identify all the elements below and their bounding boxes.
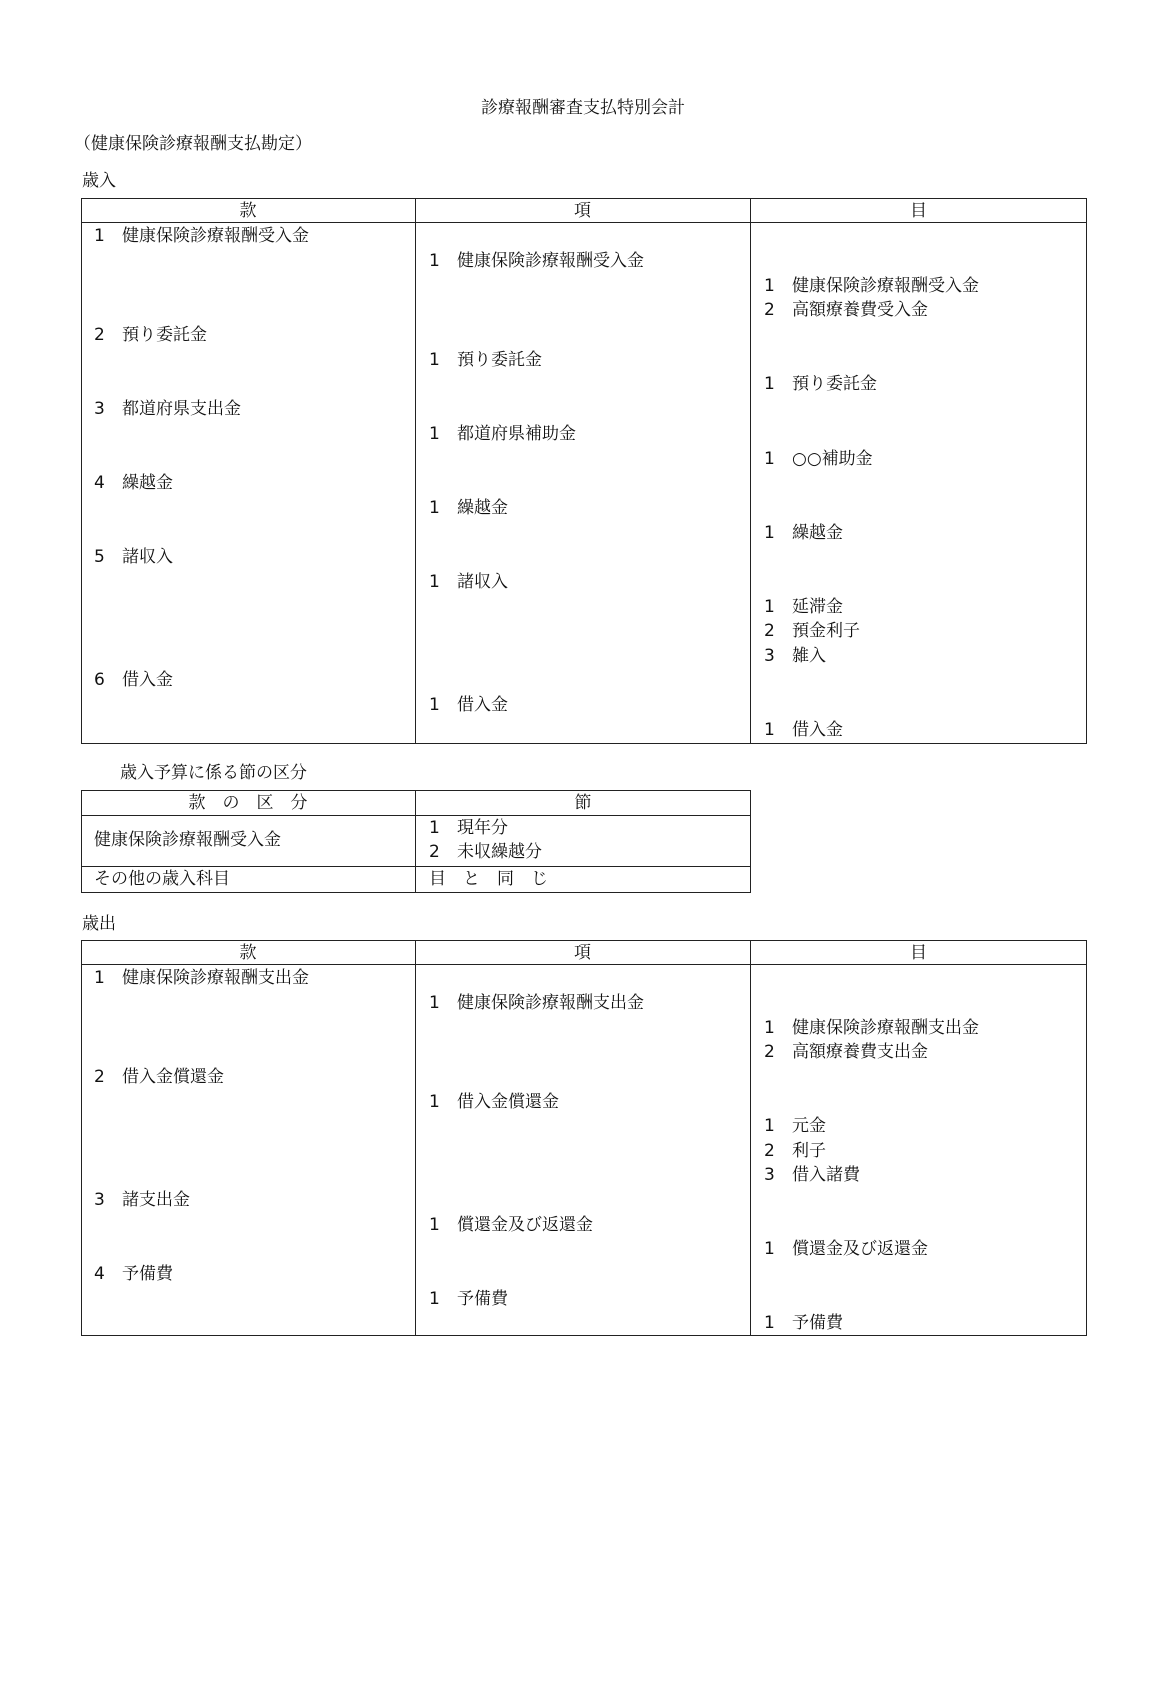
revenue-kan-item xyxy=(94,549,173,566)
setsu-row2-label: その他の歳入科目 xyxy=(94,869,230,889)
expenditure-kou-item xyxy=(429,1291,508,1308)
item-number: 1 xyxy=(764,276,775,296)
item-label: 予備費 xyxy=(457,1289,508,1309)
expenditure-moku-item xyxy=(764,1167,860,1184)
item-number: 1 xyxy=(764,1018,775,1038)
item-number: 1 xyxy=(764,374,775,394)
expenditure-header-kan: 款 xyxy=(239,943,257,963)
revenue-col-divider-1 xyxy=(415,198,416,744)
item-label: 借入金 xyxy=(792,720,843,740)
item-number: 1 xyxy=(429,1215,440,1235)
item-label: 預り委託金 xyxy=(122,325,207,345)
item-number: 2 xyxy=(94,1067,105,1087)
revenue-kan-item xyxy=(94,475,173,492)
item-label: 借入金 xyxy=(457,695,508,715)
expenditure-heading: 歳出 xyxy=(82,914,116,934)
item-number: 1 xyxy=(764,720,775,740)
item-number: 2 xyxy=(764,621,775,641)
revenue-header-kan: 款 xyxy=(239,201,257,221)
revenue-moku-item xyxy=(764,623,860,640)
item-number: 1 xyxy=(429,1092,440,1112)
item-number: 3 xyxy=(94,399,105,419)
revenue-kan-item xyxy=(94,401,241,418)
setsu-header-kubun: 款 の 区 分 xyxy=(188,793,308,813)
expenditure-col-divider-2 xyxy=(750,940,751,1336)
item-number: 1 xyxy=(429,993,440,1013)
item-label: 高額療養費受入金 xyxy=(792,300,928,320)
item-number: 3 xyxy=(94,1190,105,1210)
item-number: 1 xyxy=(94,968,105,988)
item-number: 1 xyxy=(429,818,440,838)
revenue-kan-item xyxy=(94,672,173,689)
setsu-row1-item xyxy=(429,844,542,861)
item-number: 1 xyxy=(94,226,105,246)
expenditure-moku-item xyxy=(764,1315,843,1332)
item-number: 2 xyxy=(764,1141,775,1161)
item-number: 5 xyxy=(94,547,105,567)
item-label: 預金利子 xyxy=(792,621,860,641)
item-label: 予備費 xyxy=(792,1313,843,1333)
item-number: 2 xyxy=(94,325,105,345)
document-title: 診療報酬審査支払特別会計 xyxy=(481,98,685,118)
revenue-kou-item xyxy=(429,697,508,714)
expenditure-moku-item xyxy=(764,1044,928,1061)
revenue-header-moku: 目 xyxy=(910,201,927,221)
item-label: 諸支出金 xyxy=(122,1190,190,1210)
expenditure-moku-item xyxy=(764,1118,826,1135)
revenue-kou-item xyxy=(429,352,542,369)
expenditure-kou-item xyxy=(429,1094,559,1111)
revenue-kou-item xyxy=(429,426,576,443)
setsu-heading: 歳入予算に係る節の区分 xyxy=(120,763,307,783)
item-number: 1 xyxy=(764,1116,775,1136)
item-label: 健康保険診療報酬受入金 xyxy=(122,226,309,246)
expenditure-kan-item xyxy=(94,1192,190,1209)
setsu-row2-value: 目 と 同 じ xyxy=(429,869,548,889)
expenditure-kan-item xyxy=(94,1266,173,1283)
item-label: 借入金償還金 xyxy=(122,1067,224,1087)
item-label: ○○補助金 xyxy=(792,449,873,469)
item-number: 2 xyxy=(429,842,440,862)
setsu-header-setsu: 節 xyxy=(574,793,592,813)
item-number: 1 xyxy=(429,695,440,715)
expenditure-kan-item xyxy=(94,970,309,987)
item-label: 借入金償還金 xyxy=(457,1092,559,1112)
setsu-row1-item xyxy=(429,820,508,837)
item-label: 健康保険診療報酬支出金 xyxy=(457,993,644,1013)
item-number: 3 xyxy=(764,646,775,666)
item-number: 1 xyxy=(764,449,775,469)
revenue-header-kou: 項 xyxy=(574,201,591,221)
expenditure-moku-item xyxy=(764,1020,979,1037)
revenue-moku-item xyxy=(764,722,843,739)
item-number: 1 xyxy=(764,1313,775,1333)
setsu-header-divider xyxy=(81,815,751,816)
item-label: 諸収入 xyxy=(457,572,508,592)
item-label: 借入諸費 xyxy=(792,1165,860,1185)
item-label: 健康保険診療報酬支出金 xyxy=(792,1018,979,1038)
item-label: 健康保険診療報酬受入金 xyxy=(457,251,644,271)
item-label: 健康保険診療報酬受入金 xyxy=(792,276,979,296)
expenditure-header-divider xyxy=(81,964,1087,965)
revenue-kou-item xyxy=(429,574,508,591)
expenditure-moku-item xyxy=(764,1241,928,1258)
item-number: 4 xyxy=(94,1264,105,1284)
item-number: 1 xyxy=(429,572,440,592)
expenditure-kan-item xyxy=(94,1069,224,1086)
expenditure-header-kou: 項 xyxy=(574,943,591,963)
item-label: 繰越金 xyxy=(457,498,508,518)
item-label: 預り委託金 xyxy=(457,350,542,370)
item-label: 未収繰越分 xyxy=(457,842,542,862)
item-label: 延滞金 xyxy=(792,597,843,617)
item-label: 現年分 xyxy=(457,818,508,838)
item-number: 1 xyxy=(764,1239,775,1259)
item-number: 6 xyxy=(94,670,105,690)
item-label: 繰越金 xyxy=(122,473,173,493)
item-label: 元金 xyxy=(792,1116,826,1136)
item-label: 都道府県支出金 xyxy=(122,399,241,419)
item-label: 預り委託金 xyxy=(792,374,877,394)
item-label: 雑入 xyxy=(792,646,826,666)
revenue-moku-item xyxy=(764,599,843,616)
item-label: 予備費 xyxy=(122,1264,173,1284)
revenue-moku-item xyxy=(764,451,873,468)
item-number: 1 xyxy=(764,597,775,617)
setsu-row1-label: 健康保険診療報酬受入金 xyxy=(94,830,281,850)
item-number: 4 xyxy=(94,473,105,493)
item-number: 1 xyxy=(429,424,440,444)
expenditure-moku-item xyxy=(764,1143,826,1160)
item-number: 1 xyxy=(429,251,440,271)
item-number: 1 xyxy=(429,350,440,370)
setsu-row-divider xyxy=(81,866,751,867)
revenue-moku-item xyxy=(764,302,928,319)
item-label: 利子 xyxy=(792,1141,826,1161)
item-label: 償還金及び返還金 xyxy=(457,1215,593,1235)
item-number: 1 xyxy=(429,1289,440,1309)
item-label: 都道府県補助金 xyxy=(457,424,576,444)
revenue-moku-item xyxy=(764,278,979,295)
item-number: 1 xyxy=(429,498,440,518)
item-number: 1 xyxy=(764,523,775,543)
item-number: 3 xyxy=(764,1165,775,1185)
item-label: 償還金及び返還金 xyxy=(792,1239,928,1259)
expenditure-col-divider-1 xyxy=(415,940,416,1336)
revenue-moku-item xyxy=(764,648,826,665)
expenditure-kou-item xyxy=(429,995,644,1012)
revenue-moku-item xyxy=(764,376,877,393)
revenue-kan-item xyxy=(94,228,309,245)
item-label: 諸収入 xyxy=(122,547,173,567)
item-label: 健康保険診療報酬支出金 xyxy=(122,968,309,988)
revenue-moku-item xyxy=(764,525,843,542)
item-number: 2 xyxy=(764,1042,775,1062)
revenue-kou-item xyxy=(429,253,644,270)
revenue-header-divider xyxy=(81,222,1087,223)
revenue-heading: 歳入 xyxy=(82,171,116,191)
item-label: 借入金 xyxy=(122,670,173,690)
revenue-col-divider-2 xyxy=(750,198,751,744)
revenue-kou-item xyxy=(429,500,508,517)
revenue-kan-item xyxy=(94,327,207,344)
expenditure-kou-item xyxy=(429,1217,593,1234)
item-label: 高額療養費支出金 xyxy=(792,1042,928,1062)
expenditure-header-moku: 目 xyxy=(910,943,927,963)
account-label: （健康保険診療報酬支払勘定） xyxy=(74,134,312,154)
item-number: 2 xyxy=(764,300,775,320)
item-label: 繰越金 xyxy=(792,523,843,543)
